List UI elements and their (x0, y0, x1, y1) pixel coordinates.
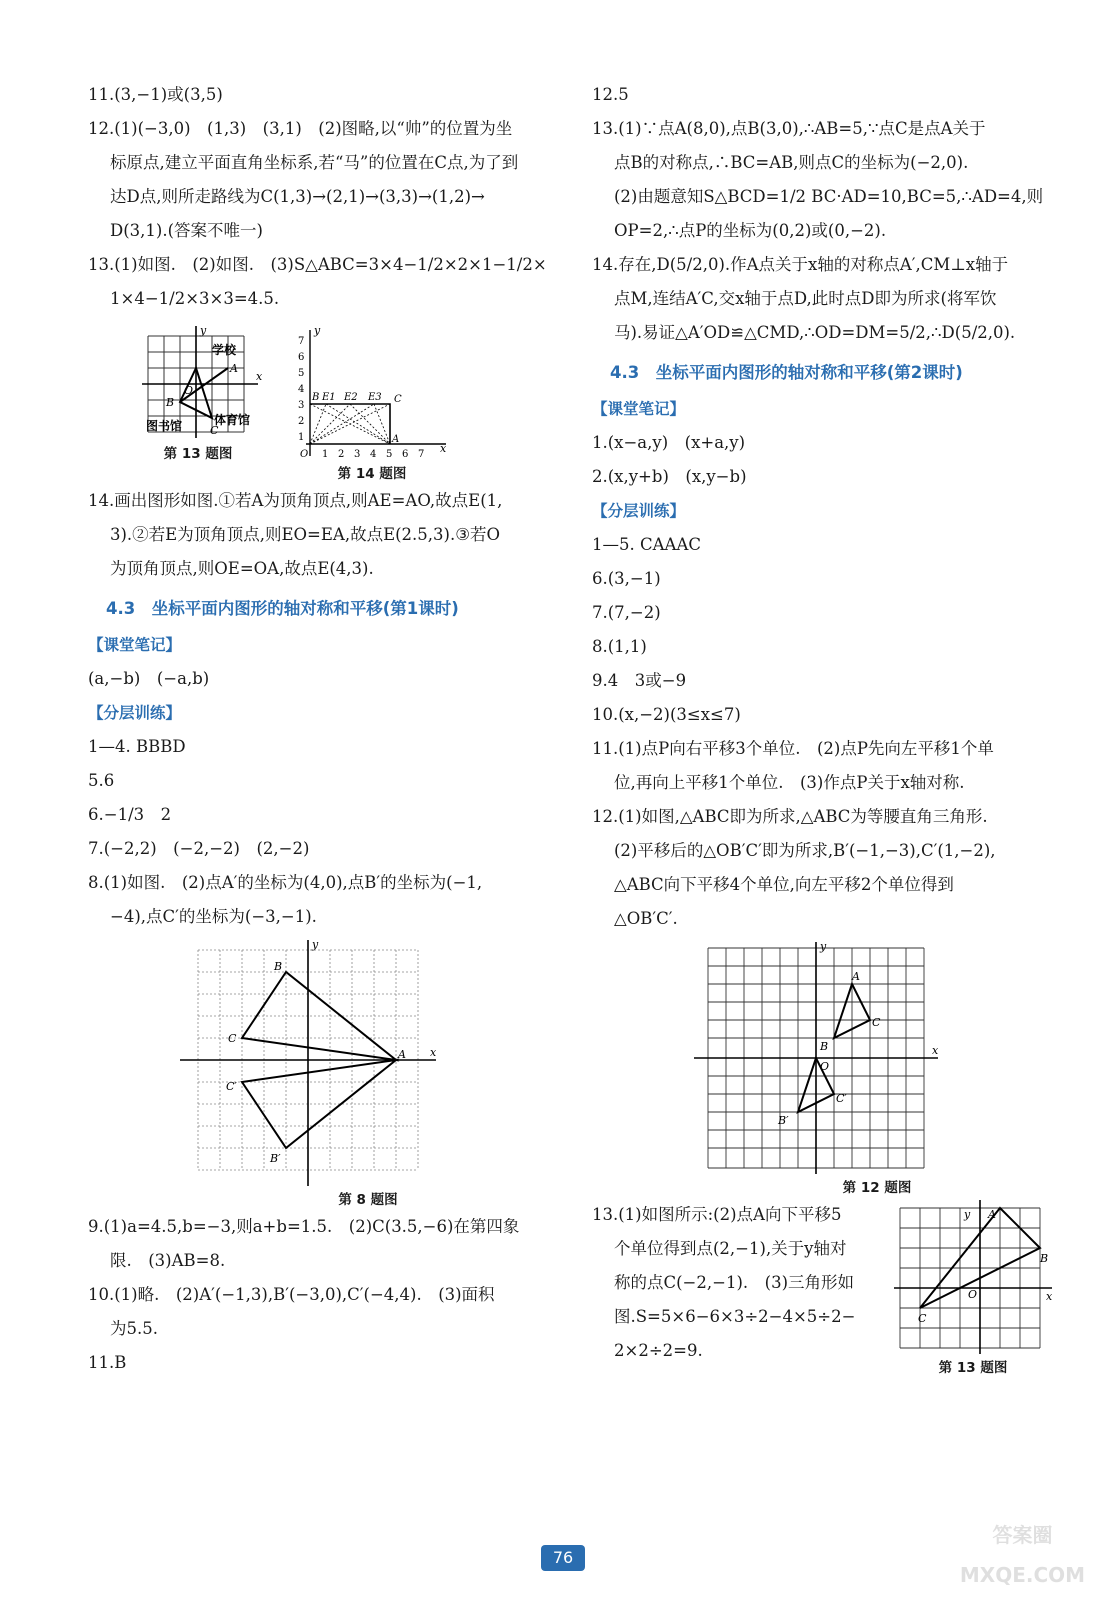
q9-line1: 9.(1)a=4.5,b=−3,则a+b=1.5. (2)C(3.5,−6)在第四象 (88, 1217, 520, 1236)
fig14-x: x (440, 442, 447, 455)
svg-text:5: 5 (298, 368, 305, 379)
r-answer-14-line2: 点M,连结A′C,交x轴于点D,此时点D即为所求(将军饮 (614, 289, 997, 308)
fig13-b: B (166, 396, 175, 409)
r-answer-13-line1: 13.(1)∵点A(8,0),点B(3,0),∴AB=5,∵点C是点A关于 (592, 119, 986, 138)
fig13-c: C (210, 424, 219, 437)
fig14-o: O (300, 449, 309, 460)
q1-4: 1—4. BBBD (88, 737, 186, 756)
watermark: 答案圈 MXQE.COM (959, 1523, 1086, 1587)
fig8-a: A (398, 1048, 406, 1061)
figure-12 (692, 942, 1062, 1198)
r-tag-class-notes: 【课堂笔记】 (592, 400, 686, 418)
fig13-gym: 体育馆 (214, 413, 251, 427)
r-note-2: 2.(x,y+b) (x,y−b) (592, 467, 747, 486)
rfig13-y: y (964, 1208, 971, 1221)
r-q10: 10.(x,−2)(3≤x≤7) (592, 705, 741, 724)
svg-text:5: 5 (386, 449, 393, 460)
q10-line1: 10.(1)略. (2)A′(−1,3),B′(−3,0),C′(−4,4). (3)面积 (88, 1285, 495, 1304)
r-q11-line1: 11.(1)点P向右平移3个单位. (2)点P先向左平移1个单 (592, 739, 994, 758)
figure-12-grid (692, 942, 952, 1178)
r-q13-line3: 称的点C(−2,−1). (3)三角形如 (614, 1273, 855, 1292)
q9-line2: 限. (3)AB=8. (110, 1251, 226, 1270)
fig12-y: y (820, 942, 827, 953)
r-answer-13-line2: 点B的对称点,∴BC=AB,则点C的坐标为(−2,0). (614, 153, 969, 172)
answer-14-line2: 3).②若E为顶角顶点,则EO=EA,故点E(2.5,3).③若O (110, 525, 501, 544)
svg-text:4: 4 (370, 449, 377, 460)
answer-13-line2: 1×4−1/2×3×3=4.5. (110, 289, 280, 308)
figure-14 (292, 324, 452, 484)
r-answer-13-block (592, 1198, 1062, 1378)
r-figure-13 (890, 1198, 1056, 1378)
r-answer-13-line3: (2)由题意知S△BCD=1/2 BC·AD=10,BC=5,∴AD=4,则 (614, 187, 1044, 206)
svg-text:6: 6 (402, 449, 409, 460)
fig13-library: 图书馆 (146, 419, 183, 433)
r-answer-13-text (592, 1198, 884, 1368)
fig8-b: B (274, 960, 283, 973)
answer-12-line2: 标原点,建立平面直角坐标系,若“马”的位置在C点,为了到 (110, 153, 519, 172)
r-q8: 8.(1,1) (592, 637, 647, 656)
fig8-y: y (312, 940, 319, 951)
r-figure-13-grid (890, 1198, 1056, 1358)
r-q12-line4: △OB′C′. (614, 909, 678, 928)
fig12-c: C (872, 1016, 881, 1029)
answer-14-line1: 14.画出图形如图.①若A为顶角顶点,则AE=AO,故点E(1, (88, 491, 503, 510)
tag-class-notes: 【课堂笔记】 (88, 636, 182, 654)
r-q13-line1: 13.(1)如图所示:(2)点A向下平移5 (592, 1205, 842, 1224)
rfig13-x: x (1046, 1290, 1053, 1303)
rfig13-o: O (968, 1288, 978, 1301)
svg-text:1: 1 (322, 449, 329, 460)
fig14-y: y (314, 324, 321, 337)
fig13-a: A (230, 362, 238, 375)
answer-12-line3: 达D点,则所走路线为C(1,3)→(2,1)→(3,3)→(1,2)→ (110, 187, 485, 206)
fig13-o: O (184, 384, 194, 397)
section-title-4-3-lesson2: 4.3 坐标平面内图形的轴对称和平移(第2课时) (610, 363, 963, 382)
svg-text:1: 1 (298, 432, 305, 443)
figure-8 (178, 940, 558, 1210)
caption-14: 第 14 题图 (337, 466, 407, 482)
tag-layered-training: 【分层训练】 (88, 704, 182, 722)
q8-line1: 8.(1)如图. (2)点A′的坐标为(4,0),点B′的坐标为(−1, (88, 873, 483, 892)
answer-12-line4: D(3,1).(答案不唯一) (110, 221, 263, 240)
fig8-c-prime: C′ (226, 1080, 237, 1093)
r-note-1: 1.(x−a,y) (x+a,y) (592, 433, 746, 452)
svg-text:6: 6 (298, 352, 305, 363)
svg-text:7: 7 (298, 336, 305, 347)
answer-12-line1: 12.(1)(−3,0) (1,3) (3,1) (2)图略,以“帅”的位置为坐 (88, 119, 513, 138)
figure-8-grid (178, 940, 448, 1190)
caption-8: 第 8 题图 (338, 1192, 398, 1208)
fig14-b: B (312, 392, 320, 403)
svg-text:7: 7 (418, 449, 425, 460)
fig12-x: x (932, 1044, 939, 1057)
answer-14-line3: 为顶角顶点,则OE=OA,故点E(4,3). (110, 559, 374, 578)
caption-12: 第 12 题图 (842, 1180, 912, 1196)
r-answer-14-line1: 14.存在,D(5/2,0).作A点关于x轴的对称点A′,CM⊥x轴于 (592, 255, 1009, 274)
fig13-school: 学校 (212, 343, 237, 357)
fig13-y: y (200, 324, 207, 337)
fig12-a: A (852, 970, 860, 983)
fig13-x: x (256, 370, 263, 383)
figure-14-plot (292, 324, 452, 464)
r-q13-line5: 2×2÷2=9. (614, 1341, 703, 1360)
q10-line2: 为5.5. (110, 1319, 158, 1338)
r-caption-13: 第 13 题图 (938, 1360, 1008, 1376)
fig14-e2: E2 (344, 392, 358, 403)
note-1: (a,−b) (−a,b) (88, 669, 210, 688)
rfig13-b: B (1040, 1252, 1049, 1265)
answer-13-line1: 13.(1)如图. (2)如图. (3)S△ABC=3×4−1/2×2×1−1/2× (88, 255, 547, 274)
fig8-b-prime: B′ (270, 1152, 281, 1165)
figures-13-14 (128, 324, 558, 484)
left-column (88, 78, 558, 1380)
r-answer-14-line3: 马).易证△A′OD≌△CMD,∴OD=DM=5/2,∴D(5/2,0). (614, 323, 1016, 342)
right-column (592, 78, 1062, 1378)
rfig13-a: A (988, 1208, 996, 1221)
r-q13-line2: 个单位得到点(2,−1),关于y轴对 (614, 1239, 847, 1258)
caption-13: 第 13 题图 (163, 446, 233, 462)
page-number: 76 (541, 1545, 585, 1571)
rfig13-c: C (918, 1312, 927, 1325)
svg-text:2: 2 (338, 449, 345, 460)
q6: 6.−1/3 2 (88, 805, 172, 824)
svg-text:2: 2 (298, 416, 305, 427)
fig14-c: C (394, 394, 402, 405)
r-q9: 9.4 3或−9 (592, 671, 687, 690)
fig14-a: A (392, 434, 400, 445)
figure-13 (128, 324, 268, 484)
q7: 7.(−2,2) (−2,−2) (2,−2) (88, 839, 310, 858)
fig12-b-prime: B′ (778, 1114, 789, 1127)
fig14-e3: E3 (368, 392, 382, 403)
answer-11: 11.(3,−1)或(3,5) (88, 85, 223, 104)
svg-text:3: 3 (298, 400, 305, 411)
fig12-b: B (820, 1040, 829, 1053)
q8-line2: −4),点C′的坐标为(−3,−1). (110, 907, 317, 926)
r-q12-line1: 12.(1)如图,△ABC即为所求,△ABC为等腰直角三角形. (592, 807, 988, 826)
r-q7: 7.(7,−2) (592, 603, 661, 622)
q5: 5.6 (88, 771, 115, 790)
svg-text:4: 4 (298, 384, 305, 395)
r-q12-line3: △ABC向下平移4个单位,向左平移2个单位得到 (614, 875, 954, 894)
r-q12-line2: (2)平移后的△OB′C′即为所求,B′(−1,−3),C′(1,−2), (614, 841, 996, 860)
r-q1-5: 1—5. CAAAC (592, 535, 701, 554)
r-q11-line2: 位,再向上平移1个单位. (3)作点P关于x轴对称. (614, 773, 965, 792)
q11: 11.B (88, 1353, 127, 1372)
fig8-x: x (430, 1046, 437, 1059)
svg-text:3: 3 (354, 449, 361, 460)
r-tag-layered-training: 【分层训练】 (592, 502, 686, 520)
figure-13-grid (128, 324, 268, 444)
r-answer-13-line4: OP=2,∴点P的坐标为(0,2)或(0,−2). (614, 221, 887, 240)
fig12-o: O (820, 1060, 830, 1073)
fig8-c: C (228, 1032, 237, 1045)
fig12-c-prime: C′ (836, 1092, 847, 1105)
section-title-4-3-lesson1: 4.3 坐标平面内图形的轴对称和平移(第1课时) (106, 599, 459, 618)
r-answer-12: 12.5 (592, 85, 629, 104)
fig14-e1: E1 (322, 392, 336, 403)
r-q13-line4: 图.S=5×6−6×3÷2−4×5÷2− (614, 1307, 856, 1326)
r-q6: 6.(3,−1) (592, 569, 661, 588)
